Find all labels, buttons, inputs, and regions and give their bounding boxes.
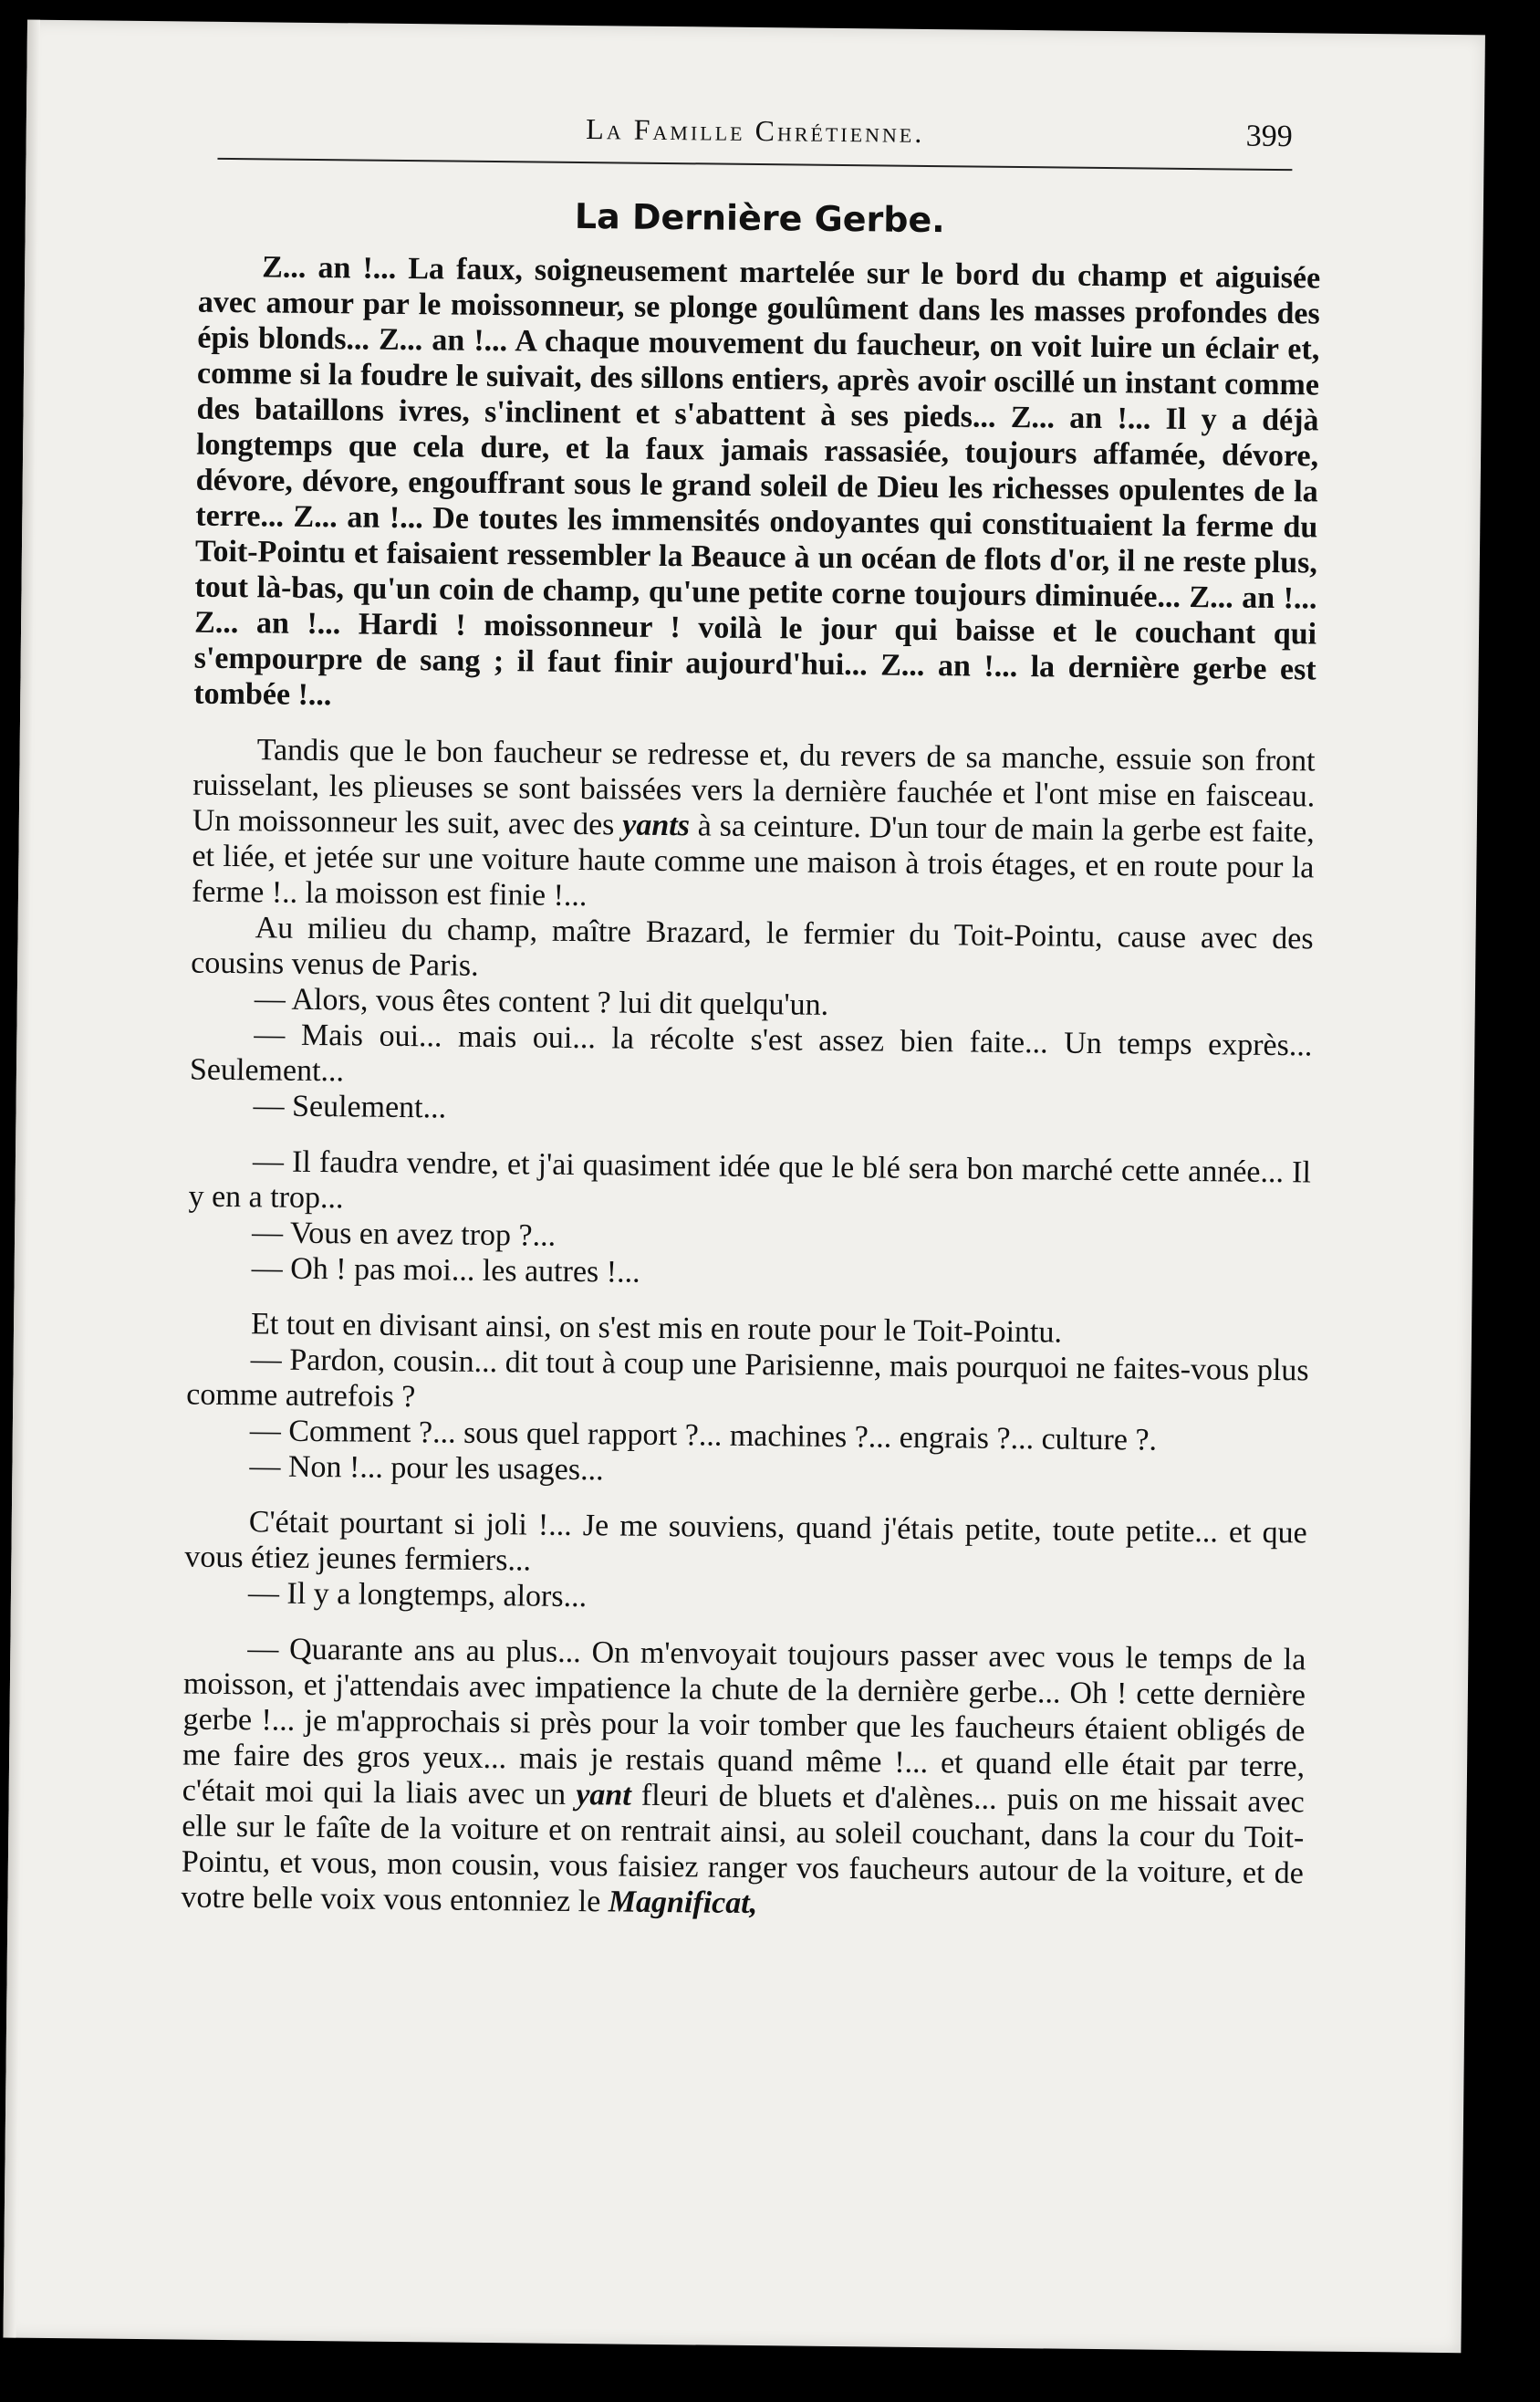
dialogue-line: — Non !... pour les usages...: [249, 1449, 604, 1488]
article-body: [181, 195, 1321, 1927]
paragraph: Z... an !... La faux, soigneusement martelée sur le bord du champ et aiguisée avec amour par le moissonneur, se plonge goulûment dans les masses profondes des épis blonds... Z... an !... A chaque mouvement du faucheur, on voit luire un éclair et, comme si la foudre le suivait, des sillons entiers, après avoir oscillé un instant comme des bataillons ivres, s'inclinent et s'abattent à ses pieds... Z... an !... Il y a déjà longtemps que cela dure, et la faux jamais rassasiée, toujours affamée, dévore, dévore, dévore, engouffrant sous le grand soleil de Dieu les richesses opulentes de la terre... Z... an !... De toutes les immensités ondoyantes qui constituaient la ferme du Toit-Pointu et faisaient ressembler la Beauce à un océan de flots d'or, il ne reste plus, tout là-bas, qu'un coin de champ, qu'une petite corne toujours diminuée... Z... an !... Z... an !... Hardi ! moissonneur ! voilà le jour qui baisse et le couchant qui s'empourpre de sang ; il faut finir aujourd'hui... Z... an !... la dernière gerbe est tombée !...: [193, 250, 1321, 713]
book-page: [3, 20, 1485, 2354]
article-title: La Dernière Gerbe.: [574, 195, 945, 241]
dialogue-line: — Oh ! pas moi... les autres !...: [251, 1251, 640, 1290]
running-title: La Famille Chrétienne.: [586, 112, 925, 149]
dialogue-line: — Pardon, cousin... dit tout à coup une Parisienne, mais pourquoi ne faites-vous plus comme autrefois ?: [186, 1342, 1309, 1415]
dialogue-line: — Comment ?... sous quel rapport ?... machines ?... engrais ?... culture ?.: [249, 1414, 1158, 1457]
dialogue-line: — Il faudra vendre, et j'ai quasiment idée que le blé sera bon marché cette année... Il y en a trop...: [188, 1144, 1312, 1216]
dialogue-line: — Mais oui... mais oui... la récolte s'est assez bien faite... Un temps exprès... Seulement...: [189, 1018, 1313, 1089]
paragraph: Tandis que le bon faucheur se redresse et, du revers de sa manche, essuie son front ruisselant, les plieuses se sont baissées vers la dernière fauchée et l'ont mise en faisceau. Un moissonneur les suit, avec des yants à sa ceinture. D'un tour de main la gerbe est faite, et liée, et jetée sur une voiture haute comme une maison à trois étages, et en route pour la ferme !.. la moisson est finie !...: [191, 733, 1316, 914]
paragraph: C'était pourtant si joli !... Je me souviens, quand j'étais petite, toute petite... et que vous étiez jeunes fermiers...: [184, 1505, 1307, 1578]
header-rule: [217, 158, 1292, 171]
dialogue-line: — Alors, vous êtes content ? lui dit quelqu'un.: [254, 982, 829, 1022]
dialogue-line: — Vous en avez trop ?...: [251, 1216, 557, 1253]
running-head: [217, 109, 1293, 174]
dialogue-line: — Seulement...: [253, 1089, 447, 1125]
paragraph: Et tout en divisant ainsi, on s'est mis en route pour le Toit-Pointu.: [250, 1307, 1063, 1350]
paragraph: — Quarante ans au plus... On m'envoyait toujours passer avec vous le temps de la moisson, et j'attendais avec impatience la chute de la dernière gerbe... Oh ! cette dernière gerbe !... je m'approchais si près pour la voir tomber que les faucheurs étaient obligés de me faire des gros yeux... mais je restais quand même !... et quand elle était par terre, c'était moi qui la liais avec un yant fleuri de bluets et d'alènes... puis on me hissait avec elle sur le faîte de la voiture et on rentrait ainsi, au soleil couchant, dans la cour du Toit-Pointu, et vous, mon cousin, vous faisiez ranger vos faucheurs autour de la voiture, et de votre belle voix vous entonniez le Magnificat,: [181, 1632, 1306, 1921]
page-number: 399: [1245, 119, 1293, 154]
page-edge: [3, 20, 40, 2338]
paragraph: Au milieu du champ, maître Brazard, le fermier du Toit-Pointu, cause avec des cousins venus de Paris.: [191, 911, 1314, 983]
dialogue-line: — Il y a longtemps, alors...: [247, 1576, 588, 1614]
